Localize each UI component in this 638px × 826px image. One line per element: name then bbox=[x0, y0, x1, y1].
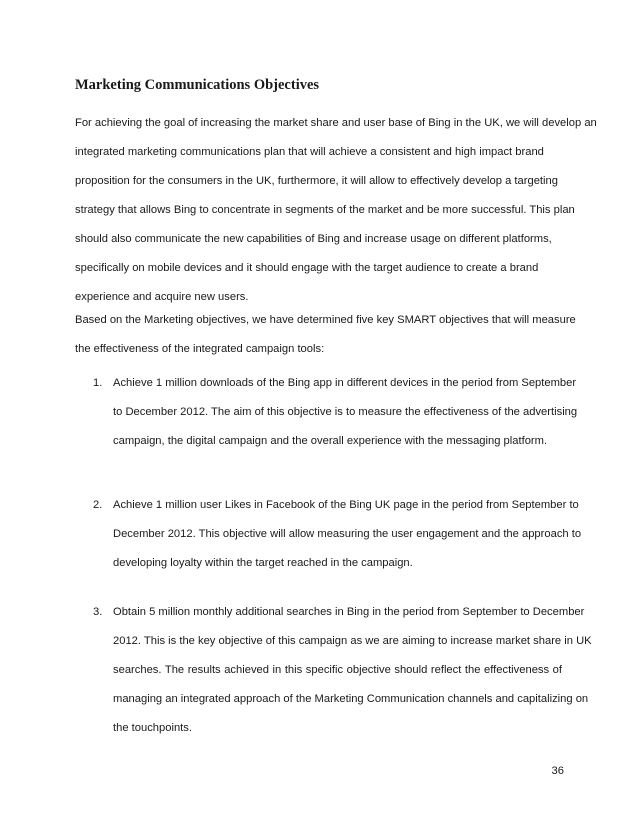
objective-line: Achieve 1 million downloads of the Bing app in different devices in the period from September bbox=[113, 377, 577, 389]
objective-line: searches. The results achieved in this specific objective should reflect the effectiveness of bbox=[113, 664, 562, 676]
intro-line: strategy that allows Bing to concentrate in segments of the market and be more successful. This plan bbox=[75, 204, 575, 216]
objective-line: to December 2012. The aim of this objective is to measure the effectiveness of the advertising bbox=[113, 406, 578, 418]
objective-line: developing loyalty within the target reached in the campaign. bbox=[113, 557, 413, 569]
intro-line: proposition for the consumers in the UK, furthermore, it will allow to effectively develop a targeting bbox=[75, 175, 558, 187]
page-number: 36 bbox=[551, 765, 564, 777]
objective-line: campaign, the digital campaign and the overall experience with the messaging platform. bbox=[113, 435, 548, 447]
smart-intro-line: Based on the Marketing objectives, we have determined five key SMART objectives that will measure bbox=[75, 314, 576, 326]
objective-line: December 2012. This objective will allow measuring the user engagement and the approach to bbox=[113, 528, 582, 540]
list-number: 1. bbox=[93, 377, 103, 389]
smart-intro-line: the effectiveness of the integrated campaign tools: bbox=[75, 343, 325, 355]
objective-line: managing an integrated approach of the Marketing Communication channels and capitalizing on bbox=[113, 693, 589, 705]
objective-line: 2012. This is the key objective of this campaign as we are aiming to increase market share in UK bbox=[113, 635, 592, 647]
intro-line: integrated marketing communications plan that will achieve a consistent and high impact brand bbox=[75, 146, 544, 158]
intro-line: specifically on mobile devices and it should engage with the target audience to create a brand bbox=[75, 262, 539, 274]
list-number: 3. bbox=[93, 606, 103, 618]
objective-line: Achieve 1 million user Likes in Facebook of the Bing UK page in the period from September to bbox=[113, 499, 579, 511]
objective-line: Obtain 5 million monthly additional searches in Bing in the period from September to December bbox=[113, 606, 585, 618]
section-heading: Marketing Communications Objectives bbox=[75, 77, 320, 93]
intro-line: experience and acquire new users. bbox=[75, 291, 249, 303]
intro-line: should also communicate the new capabilities of Bing and increase usage on different platforms, bbox=[75, 233, 552, 245]
list-number: 2. bbox=[93, 499, 103, 511]
objective-line: the touchpoints. bbox=[113, 722, 192, 734]
intro-line: For achieving the goal of increasing the market share and user base of Bing in the UK, we will develop an bbox=[75, 117, 597, 129]
